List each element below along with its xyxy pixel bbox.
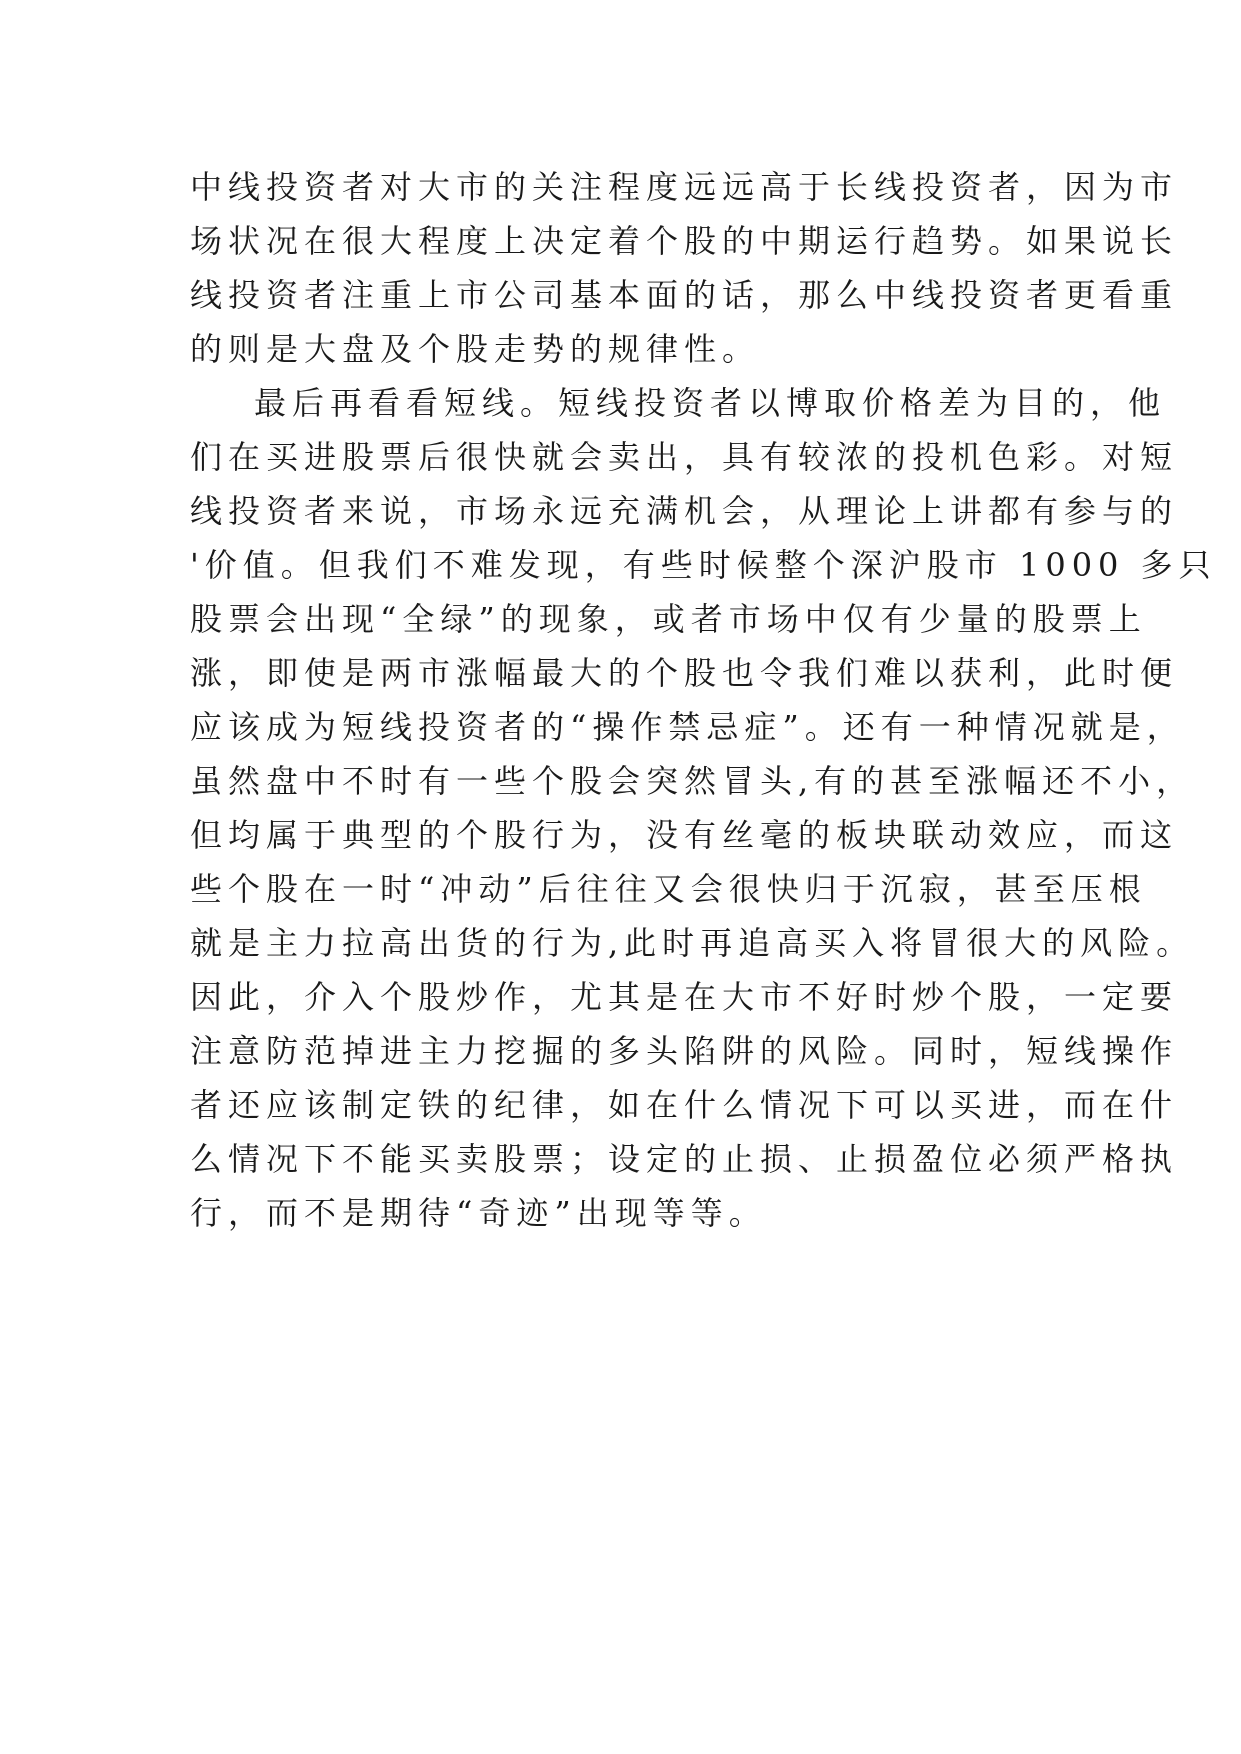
text-line: 但均属于典型的个股行为，没有丝毫的板块联动效应，而这 [190,816,1179,854]
text-line: 应该成为短线投资者的“操作禁忌症”。还有一种情况就是， [190,708,1185,746]
text-line: 股票会出现“全绿”的现象，或者市场中仅有少量的股票上 [190,600,1147,638]
text-line: 么情况下不能买卖股票；设定的止损、止损盈位必须严格执 [190,1140,1179,1178]
paragraph-first-line: 最后再看看短线。短线投资者以博取价格差为目的，他 [254,384,1167,422]
text-line: 中线投资者对大市的关注程度远远高于长线投资者，因为市 [190,168,1179,206]
text-line: '价值。但我们不难发现，有些时候整个深沪股市 1000 多只 [190,546,1217,584]
text-line: 些个股在一时“冲动”后往往又会很快归于沉寂，甚至压根 [190,870,1147,908]
text-line: 行，而不是期待“奇迹”出现等等。 [190,1194,767,1232]
body-text [190,160,1217,1240]
text-line: 就是主力拉高出货的行为,此时再追高买入将冒很大的风险。 [190,924,1195,962]
text-line: 线投资者来说，市场永远充满机会，从理论上讲都有参与的 [190,492,1179,530]
text-line: 注意防范掉进主力挖掘的多头陷阱的风险。同时，短线操作 [190,1032,1179,1070]
text-line: 们在买进股票后很快就会卖出，具有较浓的投机色彩。对短 [190,438,1179,476]
text-line: 涨，即使是两市涨幅最大的个股也令我们难以获利，此时便 [190,654,1179,692]
text-line: 的则是大盘及个股走势的规律性。 [190,330,761,368]
text-line: 者还应该制定铁的纪律，如在什么情况下可以买进，而在什 [190,1086,1179,1124]
text-line: 线投资者注重上市公司基本面的话，那么中线投资者更看重 [190,276,1179,314]
text-line: 场状况在很大程度上决定着个股的中期运行趋势。如果说长 [190,222,1179,260]
text-line: 虽然盘中不时有一些个股会突然冒头,有的甚至涨幅还不小， [190,762,1195,800]
text-line: 因此，介入个股炒作，尤其是在大市不好时炒个股，一定要 [190,978,1179,1016]
